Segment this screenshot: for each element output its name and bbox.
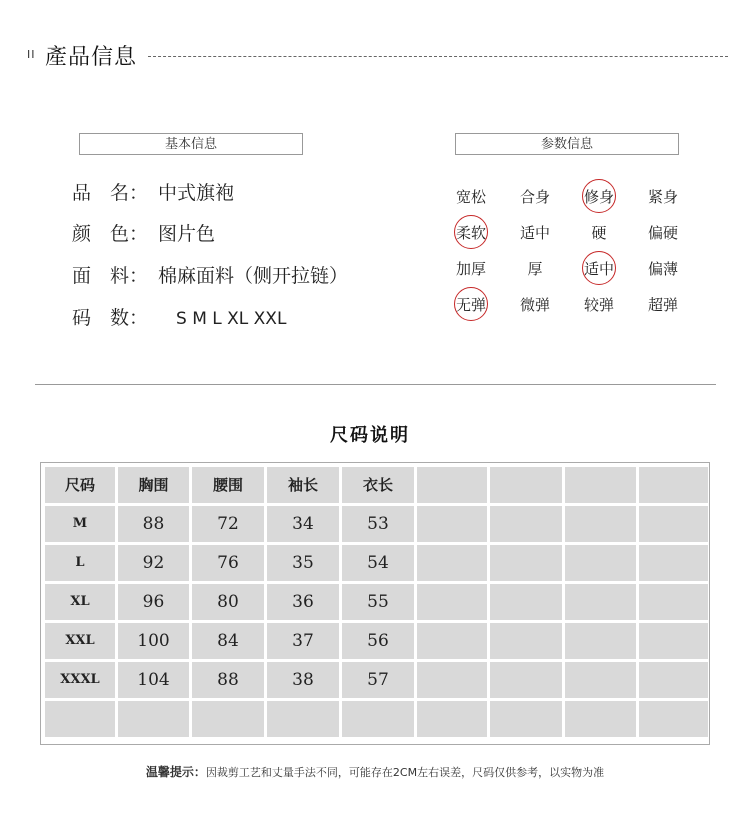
table-cell: 37 (267, 623, 339, 659)
empty-cell (417, 467, 487, 503)
empty-cell (565, 662, 636, 698)
empty-cell (565, 506, 636, 542)
info-row-name (72, 178, 234, 208)
empty-cell (639, 623, 708, 659)
footnote-text: 因裁剪工艺和丈量手法不同，可能存在2CM左右误差，尺码仅供参考，以实物为准 (205, 766, 605, 779)
table-header-cell: 衣长 (342, 467, 414, 503)
empty-cell (45, 701, 115, 737)
param-option: 微弹 (519, 296, 550, 314)
info-key: 面 料： (72, 265, 149, 287)
empty-cell (490, 506, 562, 542)
size-label-cell: XXXL (45, 662, 115, 698)
info-value: S M L XL XXL (176, 309, 287, 329)
empty-cell (565, 545, 636, 581)
empty-cell (417, 584, 487, 620)
param-option: 紧身 (647, 188, 678, 206)
param-option-selected: 适中 (569, 254, 629, 284)
table-cell: 76 (192, 545, 264, 581)
empty-cell (490, 662, 562, 698)
table-cell: 84 (192, 623, 264, 659)
table-cell: 88 (118, 506, 189, 542)
empty-cell (417, 506, 487, 542)
table-cell: 38 (267, 662, 339, 698)
info-key: 品 名： (72, 182, 149, 204)
table-cell: 34 (267, 506, 339, 542)
info-row-fabric (72, 261, 348, 291)
page-title: 產品信息 (45, 45, 138, 70)
footnote (0, 763, 750, 780)
header-dashed-divider (148, 56, 728, 57)
empty-cell (417, 701, 487, 737)
size-table (40, 462, 710, 745)
table-header-cell: 胸围 (118, 467, 189, 503)
empty-cell (490, 545, 562, 581)
header-bars-icon: II (27, 48, 36, 61)
size-label-cell: M (45, 506, 115, 542)
param-option-selected: 柔软 (441, 218, 501, 248)
params-label: 参数信息 (455, 133, 679, 155)
size-label-cell: L (45, 545, 115, 581)
basic-info-label: 基本信息 (79, 133, 303, 155)
empty-cell (490, 467, 562, 503)
table-cell: 88 (192, 662, 264, 698)
empty-cell (639, 584, 708, 620)
empty-cell (192, 701, 264, 737)
table-cell: 104 (118, 662, 189, 698)
param-option: 适中 (519, 224, 550, 242)
empty-cell (639, 467, 708, 503)
param-option: 硬 (591, 224, 607, 242)
empty-cell (490, 701, 562, 737)
param-option: 偏薄 (647, 260, 678, 278)
empty-cell (417, 623, 487, 659)
table-cell: 96 (118, 584, 189, 620)
footnote-label: 温馨提示： (145, 765, 206, 779)
info-value: 图片色 (158, 223, 216, 245)
param-option: 偏硬 (647, 224, 678, 242)
table-cell: 55 (342, 584, 414, 620)
empty-cell (639, 662, 708, 698)
param-option: 加厚 (455, 260, 486, 278)
empty-cell (267, 701, 339, 737)
table-cell: 92 (118, 545, 189, 581)
size-chart-title: 尺码说明 (330, 425, 410, 446)
size-label-cell: XL (45, 584, 115, 620)
table-header-cell: 袖长 (267, 467, 339, 503)
empty-cell (417, 545, 487, 581)
empty-cell (639, 701, 708, 737)
section-divider (35, 384, 716, 385)
empty-cell (565, 701, 636, 737)
table-cell: 57 (342, 662, 414, 698)
info-key: 颜 色： (72, 223, 149, 245)
table-cell: 36 (267, 584, 339, 620)
table-cell: 35 (267, 545, 339, 581)
table-cell: 72 (192, 506, 264, 542)
info-key: 码 数： (72, 307, 149, 329)
empty-cell (490, 623, 562, 659)
param-option: 厚 (527, 260, 543, 278)
param-option: 较弹 (583, 296, 614, 314)
empty-cell (565, 467, 636, 503)
info-row-sizes (72, 303, 286, 333)
empty-cell (639, 506, 708, 542)
table-cell: 53 (342, 506, 414, 542)
table-cell: 54 (342, 545, 414, 581)
empty-cell (639, 545, 708, 581)
table-cell: 80 (192, 584, 264, 620)
param-option-selected: 无弹 (441, 290, 501, 320)
table-cell: 56 (342, 623, 414, 659)
info-row-color (72, 219, 215, 249)
size-label-cell: XXL (45, 623, 115, 659)
empty-cell (342, 701, 414, 737)
table-header-cell: 腰围 (192, 467, 264, 503)
empty-cell (565, 584, 636, 620)
info-value: 棉麻面料（侧开拉链） (158, 265, 349, 287)
param-option: 宽松 (455, 188, 486, 206)
empty-cell (565, 623, 636, 659)
param-option: 合身 (519, 188, 550, 206)
empty-cell (118, 701, 189, 737)
param-option: 超弹 (647, 296, 678, 314)
table-header-cell: 尺码 (45, 467, 115, 503)
info-value: 中式旗袍 (158, 182, 235, 204)
param-option-selected: 修身 (569, 182, 629, 212)
empty-cell (417, 662, 487, 698)
table-cell: 100 (118, 623, 189, 659)
empty-cell (490, 584, 562, 620)
